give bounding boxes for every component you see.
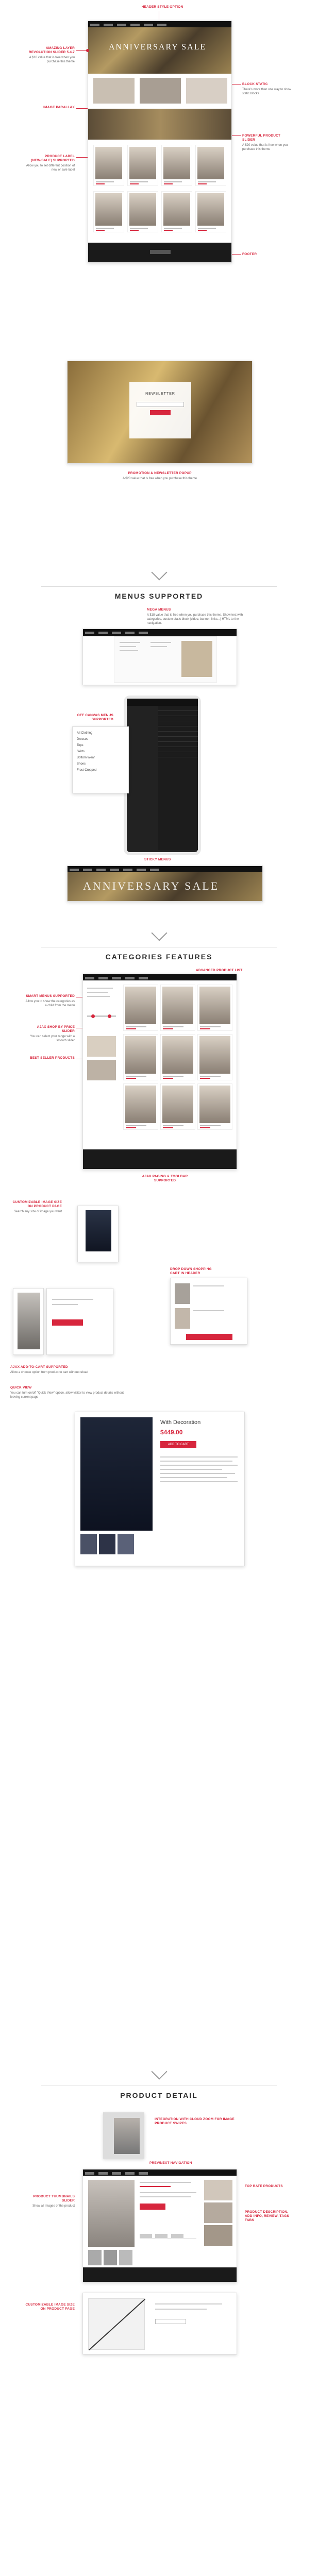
main-product-image[interactable] (88, 2180, 135, 2247)
callout-custom-size (23, 2303, 75, 2311)
callout-quick-view (10, 1386, 134, 1399)
product-card[interactable] (195, 145, 226, 186)
callout-title: POWERFUL PRODUCT SLIDER (242, 134, 281, 142)
callout-labels (23, 155, 75, 172)
css-menu-dropdown[interactable] (72, 726, 129, 793)
category-screenshot (82, 974, 237, 1170)
hero-label: ANNIVERSARY SALE (109, 43, 207, 52)
callout-title: BEST SELLER PRODUCTS (29, 1056, 75, 1060)
section-title: MENUS SUPPORTED (114, 592, 204, 600)
callout-tabs (245, 2210, 296, 2223)
callout-cloud-zoom (155, 2117, 247, 2126)
product-card[interactable] (197, 1034, 232, 1080)
callout-body: Allow you to show the categories as a child from the menu (25, 1000, 75, 1007)
section-title: CATEGORIES FEATURES (105, 953, 213, 961)
image-size-settings (82, 2293, 237, 2354)
callout-title: AJAX SHOP BY PRICE SLIDER (37, 1025, 75, 1033)
product-tabs[interactable] (140, 2231, 196, 2239)
site-footer (88, 243, 231, 263)
menu-item[interactable]: Bottom Wear (77, 756, 95, 759)
callout-body: A $18 value that is free when you purchase this theme. Show text with categories, custom static block (video, banner, links...) HTML to the navigation. (147, 614, 243, 625)
section-menus-header (0, 567, 318, 600)
home-screenshot (88, 21, 232, 263)
mega-menu-screenshot (82, 629, 237, 685)
callout-title: AJAX ADD-TO-CART SUPPORTED (10, 1365, 68, 1369)
callout-title: HEADER STYLE OPTION (141, 5, 183, 9)
callout-title: STICKY MENUS (144, 858, 171, 861)
callout-ajax-paging (134, 1175, 196, 1183)
callout-title: FOOTER (242, 252, 257, 256)
product-card[interactable] (161, 145, 192, 186)
callout-title: CUSTOMIZABLE IMAGE SIZE ON PRODUCT PAGE (25, 2303, 75, 2311)
callout-product-slider (242, 134, 294, 151)
callout-advanced-list (196, 969, 247, 973)
callout-offcanvas (62, 714, 113, 722)
callout-slider (23, 46, 75, 64)
callout-parallax (23, 106, 75, 110)
callout-thumbnails (23, 2195, 75, 2208)
callout-title: PRODUCT DESCRIPTION, ADD INFO, REVIEW, TAGS TABS (245, 2210, 289, 2222)
callout-block-static (242, 82, 294, 96)
product-card[interactable] (160, 1034, 195, 1080)
product-card[interactable] (123, 985, 158, 1031)
callout-header-style (131, 5, 193, 9)
callout-smart-menus (23, 994, 75, 1008)
callout-title: IMAGE PARALLAX (43, 106, 75, 109)
parallax-band (88, 109, 232, 140)
hero-slider[interactable] (88, 27, 232, 74)
ajax-add-to-cart-example (46, 1288, 113, 1355)
callout-title: TOP RATE PRODUCTS (245, 2184, 283, 2188)
callout-ajax-shop (23, 1025, 75, 1043)
callout-title: MEGA MENUS (147, 608, 171, 612)
callout-body: You can turn on/off "Quick View" option, allow visitor to view product details without leaving current page (10, 1392, 124, 1399)
menu-item[interactable]: All Clothing (77, 732, 93, 735)
callout-body: You can select your range with a smooth slider (30, 1035, 75, 1042)
categories-section (0, 958, 318, 2040)
menu-item[interactable]: Shoes (77, 762, 86, 766)
newsletter-subscribe-button[interactable] (150, 410, 171, 415)
callout-title: CUSTOMIZABLE IMAGE SIZE ON PRODUCT PAGE (12, 1200, 62, 1208)
price-slider[interactable] (87, 1015, 116, 1017)
callout-sticky (144, 858, 196, 862)
callout-body: Search any size of image you want (13, 1210, 62, 1213)
product-card[interactable] (161, 191, 192, 232)
product-page-screenshot (82, 2169, 237, 2282)
size-diagonal-icon (89, 2299, 145, 2350)
product-card[interactable] (160, 985, 195, 1031)
product-card[interactable] (93, 191, 124, 232)
offcanvas-menu[interactable] (158, 706, 198, 850)
product-card[interactable] (197, 1083, 232, 1130)
category-sidebar (87, 985, 118, 1139)
product-detail-section (0, 2097, 318, 2576)
hero-label: ANNIVERSARY SALE (83, 879, 220, 892)
product-card[interactable] (195, 191, 226, 232)
callout-title: PREV/NEXT NAVIGATION (149, 2161, 192, 2165)
product-card[interactable] (127, 145, 158, 186)
callout-title: PRODUCT THUMBNAILS SLIDER (33, 2195, 75, 2202)
callout-top-rate (245, 2184, 296, 2189)
callout-mega (147, 608, 250, 625)
callout-ajax-add (10, 1365, 124, 1375)
product-card[interactable] (123, 1034, 158, 1080)
callout-title: AJAX PAGING & TOOLBAR SUPPORTED (142, 1175, 188, 1182)
menu-item[interactable]: Skirts (77, 750, 85, 753)
callout-body: Allow you to set different position of new or sale label (26, 164, 75, 172)
callout-body: A $20 value that is free when you purchase this theme (242, 144, 288, 151)
newsletter-email-input[interactable] (137, 402, 184, 407)
callout-best-seller (23, 1056, 75, 1060)
callout-body: There's more than one way to show static blocks (242, 88, 291, 95)
product-card[interactable] (93, 145, 124, 186)
section-product-header (0, 2066, 318, 2099)
product-add-to-cart[interactable] (140, 2204, 165, 2210)
callout-title: ADVANCED PRODUCT LIST (196, 969, 243, 972)
section-categories-header (0, 927, 318, 961)
quick-view-modal[interactable] (75, 1412, 245, 1566)
callout-body: A $18 value that is free when you purchase this theme (29, 56, 75, 63)
banner-1 (93, 78, 135, 104)
menu-item[interactable]: Dresses (77, 738, 89, 741)
newsletter-title: NEWSLETTER (145, 392, 175, 396)
offcanvas-phone (124, 696, 201, 855)
newsletter-popup[interactable] (129, 382, 191, 438)
sticky-menu-screenshot (67, 866, 263, 902)
product-card[interactable] (197, 985, 232, 1031)
product-card[interactable] (127, 191, 158, 232)
list-product-image (13, 1288, 44, 1355)
callout-prevnext (149, 2161, 201, 2165)
product-card[interactable] (123, 1083, 158, 1130)
menu-item[interactable]: Tops (77, 744, 83, 747)
section-title: PRODUCT DETAIL (120, 2091, 198, 2099)
callout-dropdown-cart (170, 1267, 222, 1276)
dropdown-cart[interactable] (170, 1278, 247, 1345)
callout-custom-image (10, 1200, 62, 1214)
add-to-cart-button[interactable] (52, 1319, 83, 1326)
image-size-example (77, 1206, 119, 1262)
callout-title: QUICK VIEW (10, 1386, 32, 1389)
quick-view-price: $449.00 (160, 1429, 183, 1436)
callout-footer (242, 252, 294, 257)
top-rate-list (204, 2180, 232, 2257)
top-nav (88, 21, 231, 27)
callout-title: PROMOTION & NEWSLETTER POPUP (128, 471, 192, 475)
quick-view-image (80, 1417, 153, 1531)
callout-title: INTEGRATION WITH CLOUD ZOOM FOR IMAGE PRODUCT SWIPES (155, 2117, 235, 2125)
callout-title: SMART MENUS SUPPORTED (26, 994, 75, 998)
mega-menu-panel[interactable] (114, 636, 217, 683)
callout-body: Allow a choose option from product to cart without reload (10, 1371, 89, 1374)
home-overview (0, 0, 318, 567)
quick-view-title: With Decoration (160, 1419, 201, 1426)
callout-title: BLOCK STATIC (242, 82, 268, 86)
banner-2 (140, 78, 181, 104)
banner-3 (186, 78, 227, 104)
quick-view-add-to-cart[interactable]: ADD TO CART (160, 1441, 196, 1448)
checkout-button[interactable] (186, 1334, 232, 1340)
popup-screenshot (67, 361, 253, 464)
zoom-example (103, 2112, 144, 2159)
callout-promo (108, 471, 211, 481)
callout-title: AMAZING LAYER REVOLUTION SLIDER 5.4.7 (28, 46, 75, 54)
callout-title: OFF CANVAS MENUS SUPPORTED (77, 714, 113, 721)
callout-title: DROP DOWN SHOPPING CART IN HEADER (170, 1267, 212, 1275)
menu-item[interactable]: Frost Cropped (77, 769, 97, 772)
size-input[interactable] (155, 2319, 186, 2324)
callout-body: A $20 value that is free when you purchase this theme (122, 477, 197, 480)
callout-body: Show all images of the product (32, 2205, 75, 2208)
product-card[interactable] (160, 1083, 195, 1130)
callout-title: PRODUCT LABEL (NEW/SALE) SUPPORTED (31, 155, 75, 162)
